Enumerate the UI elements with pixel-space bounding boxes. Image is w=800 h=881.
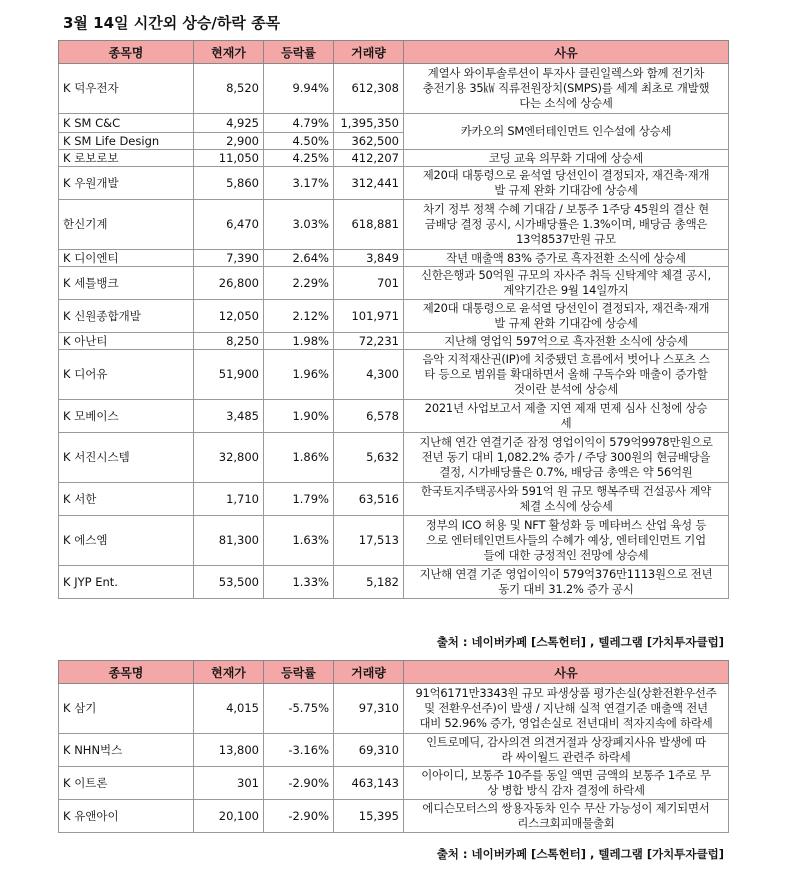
reason-text bbox=[404, 167, 729, 200]
header-name: 종목명 bbox=[59, 41, 194, 64]
reason-line: 이아이디, 보통주 10주를 동일 액면 금액의 보통주 1주로 무 bbox=[421, 768, 711, 782]
stock-name: K SM Life Design bbox=[59, 133, 194, 150]
header-reason: 사유 bbox=[404, 41, 729, 64]
page-title: 3월 14일 시간외 상승/하락 종목 bbox=[63, 14, 281, 32]
table-row bbox=[59, 200, 729, 250]
trade-volume: 5,632 bbox=[334, 433, 404, 483]
reason-line: 동기 대비 31.2% 증가 공시 bbox=[498, 582, 634, 596]
reason-line: 발 규제 완화 기대감에 상승세 bbox=[494, 183, 638, 197]
current-price: 11,050 bbox=[194, 150, 264, 167]
trade-volume: 412,207 bbox=[334, 150, 404, 167]
current-price: 81,300 bbox=[194, 516, 264, 566]
stock-name: K 유앤아이 bbox=[59, 800, 194, 833]
change-rate: 9.94% bbox=[264, 64, 334, 114]
reason-line: 타 등으로 범위를 확대하면서 올해 구독수와 매출이 증가할 bbox=[424, 367, 708, 381]
current-price: 12,050 bbox=[194, 300, 264, 333]
reason-line: 계약기간은 9월 14일까지 bbox=[503, 283, 629, 297]
reason-line: 2021년 사업보고서 제출 지연 제재 면제 심사 신청에 상승 bbox=[424, 401, 708, 415]
trade-volume: 701 bbox=[334, 267, 404, 300]
trade-volume: 6,578 bbox=[334, 400, 404, 433]
table-row bbox=[59, 400, 729, 433]
reason-line: 으로 엔터테인먼트사들의 수혜가 예상, 엔터테인먼트 기업 bbox=[426, 533, 706, 547]
reason-line: 및 전환우선주)이 발생 / 지난해 실적 연결기준 매출액 전년 bbox=[424, 701, 708, 715]
table-row bbox=[59, 350, 729, 400]
reason-line: 결정, 시가배당률은 0.7%, 배당금 총액은 약 56억원 bbox=[439, 465, 693, 479]
reason-line: 대비 52.96% 증가, 영업손실로 전년대비 적자지속에 하락세 bbox=[419, 716, 713, 730]
table-row bbox=[59, 767, 729, 800]
reason-line: 코딩 교육 의무화 기대에 상승세 bbox=[488, 150, 644, 165]
stock-name: K JYP Ent. bbox=[59, 566, 194, 599]
stock-name: K 서진시스템 bbox=[59, 433, 194, 483]
stock-name: K 아난티 bbox=[59, 333, 194, 350]
reason-line: 계열사 와이투솔루션이 투자사 클린일렉스와 함께 전기차 bbox=[427, 66, 705, 80]
reason-line: 제20대 대통령으로 윤석열 당선인이 결정되자, 재건축·재개 bbox=[422, 168, 710, 182]
change-rate: 1.33% bbox=[264, 566, 334, 599]
current-price: 20,100 bbox=[194, 800, 264, 833]
reason-text bbox=[404, 200, 729, 250]
header-price: 현재가 bbox=[194, 41, 264, 64]
reason-line: 금배당 결정 공시, 시가배당률은 1.3%이며, 배당금 총액은 bbox=[424, 217, 708, 231]
table-row bbox=[59, 114, 729, 133]
reason-line: 작년 매출액 83% 증가로 흑자전환 소식에 상승세 bbox=[446, 250, 686, 265]
reason-text bbox=[404, 267, 729, 300]
trade-volume: 612,308 bbox=[334, 64, 404, 114]
table-row bbox=[59, 64, 729, 114]
reason-line: 음악 지적재산권(IP)에 치중됐던 흐름에서 벗어나 스포츠 스 bbox=[422, 352, 710, 366]
reason-line: 들에 대한 긍정적인 전망에 상승세 bbox=[483, 548, 649, 562]
reason-line: 세 bbox=[560, 416, 572, 430]
trade-volume: 312,441 bbox=[334, 167, 404, 200]
fall-table bbox=[58, 660, 729, 833]
trade-volume: 463,143 bbox=[334, 767, 404, 800]
current-price: 7,390 bbox=[194, 250, 264, 267]
table-row bbox=[59, 267, 729, 300]
trade-volume: 4,300 bbox=[334, 350, 404, 400]
current-price: 32,800 bbox=[194, 433, 264, 483]
change-rate: 2.29% bbox=[264, 267, 334, 300]
change-rate: 3.03% bbox=[264, 200, 334, 250]
reason-line: 한국토지주택공사와 591억 원 규모 행복주택 건설공사 계약 bbox=[420, 484, 712, 498]
reason-text bbox=[404, 767, 729, 800]
reason-text bbox=[404, 566, 729, 599]
header-change: 등락률 bbox=[264, 661, 334, 684]
table-row bbox=[59, 150, 729, 167]
reason-text bbox=[404, 333, 729, 350]
current-price: 13,800 bbox=[194, 734, 264, 767]
table-row bbox=[59, 250, 729, 267]
change-rate: 2.12% bbox=[264, 300, 334, 333]
stock-name: K 로보로보 bbox=[59, 150, 194, 167]
reason-line: 제20대 대통령으로 윤석열 당선인이 결정되자, 재건축·재개 bbox=[422, 301, 710, 315]
table-row bbox=[59, 684, 729, 734]
header-volume: 거래량 bbox=[334, 41, 404, 64]
stock-name: K 모베이스 bbox=[59, 400, 194, 433]
trade-volume: 17,513 bbox=[334, 516, 404, 566]
current-price: 4,015 bbox=[194, 684, 264, 734]
reason-line: 지난해 연간 연결기준 잠정 영업이익이 579억9978만원으로 bbox=[419, 435, 713, 449]
change-rate: 4.79% bbox=[264, 114, 334, 133]
current-price: 3,485 bbox=[194, 400, 264, 433]
stock-name: K 삼기 bbox=[59, 684, 194, 734]
header-name: 종목명 bbox=[59, 661, 194, 684]
current-price: 2,900 bbox=[194, 133, 264, 150]
reason-line: 것이란 분석에 상승세 bbox=[513, 382, 619, 396]
reason-text bbox=[404, 684, 729, 734]
reason-text bbox=[404, 300, 729, 333]
trade-volume: 618,881 bbox=[334, 200, 404, 250]
table-row bbox=[59, 300, 729, 333]
table-row bbox=[59, 800, 729, 833]
rise-table bbox=[58, 40, 729, 599]
header-change: 등락률 bbox=[264, 41, 334, 64]
change-rate: 1.86% bbox=[264, 433, 334, 483]
change-rate: -2.90% bbox=[264, 767, 334, 800]
current-price: 53,500 bbox=[194, 566, 264, 599]
trade-volume: 72,231 bbox=[334, 333, 404, 350]
current-price: 6,470 bbox=[194, 200, 264, 250]
current-price: 301 bbox=[194, 767, 264, 800]
change-rate: 1.96% bbox=[264, 350, 334, 400]
reason-line: 지난해 영업익 597억으로 흑자전환 소식에 상승세 bbox=[444, 333, 688, 348]
fall-table-header bbox=[59, 661, 729, 684]
reason-line: 다는 소식에 상승세 bbox=[519, 96, 613, 110]
header-price: 현재가 bbox=[194, 661, 264, 684]
stock-name: K 우원개발 bbox=[59, 167, 194, 200]
reason-line: 에디슨모터스의 쌍용자동차 인수 무산 가능성이 제기되면서 bbox=[422, 801, 710, 815]
table-row bbox=[59, 333, 729, 350]
reason-line: 차기 정부 정책 수혜 기대감 / 보통주 1주당 45원의 결산 현 bbox=[423, 202, 709, 216]
current-price: 26,800 bbox=[194, 267, 264, 300]
trade-volume: 97,310 bbox=[334, 684, 404, 734]
rise-table-header bbox=[59, 41, 729, 64]
reason-line: 지난해 연결 기준 영업이익이 579억376만1113원으로 전년 bbox=[419, 567, 713, 581]
current-price: 4,925 bbox=[194, 114, 264, 133]
current-price: 8,250 bbox=[194, 333, 264, 350]
trade-volume: 101,971 bbox=[334, 300, 404, 333]
stock-name: K 디어유 bbox=[59, 350, 194, 400]
change-rate: 4.25% bbox=[264, 150, 334, 167]
change-rate: 1.98% bbox=[264, 333, 334, 350]
reason-text bbox=[404, 114, 729, 150]
reason-line: 정부의 ICO 허용 및 NFT 활성화 등 메타버스 산업 육성 등 bbox=[425, 518, 707, 532]
reason-text bbox=[404, 150, 729, 167]
table-row bbox=[59, 433, 729, 483]
current-price: 8,520 bbox=[194, 64, 264, 114]
header-reason: 사유 bbox=[404, 661, 729, 684]
change-rate: 1.63% bbox=[264, 516, 334, 566]
reason-text bbox=[404, 400, 729, 433]
reason-text bbox=[404, 734, 729, 767]
rise-source-note: 출처 : 네이버카페 [스톡헌터] , 텔레그램 [가치투자클럽] bbox=[436, 635, 724, 649]
change-rate: 3.17% bbox=[264, 167, 334, 200]
reason-line: 카카오의 SM엔터테인먼트 인수설에 상승세 bbox=[460, 124, 672, 138]
reason-line: 13억8537만원 규모 bbox=[516, 232, 616, 246]
reason-line: 발 규제 완화 기대감에 상승세 bbox=[494, 316, 638, 330]
stock-name: K 세틀뱅크 bbox=[59, 267, 194, 300]
stock-name: K 이트론 bbox=[59, 767, 194, 800]
stock-name: K NHN벅스 bbox=[59, 734, 194, 767]
reason-line: 충전기용 35㎾ 직류전원장치(SMPS)를 세계 최초로 개발했 bbox=[422, 81, 710, 95]
reason-line: 91억6171만3343원 규모 파생상품 평가손실(상환전환우선주 bbox=[415, 686, 717, 700]
change-rate: 1.90% bbox=[264, 400, 334, 433]
header-volume: 거래량 bbox=[334, 661, 404, 684]
table-row bbox=[59, 167, 729, 200]
fall-source-note: 출처 : 네이버카페 [스톡헌터] , 텔레그램 [가치투자클럽] bbox=[436, 847, 724, 861]
stock-name: K SM C&C bbox=[59, 114, 194, 133]
reason-line: 체결 소식에 상승세 bbox=[519, 499, 613, 513]
reason-text bbox=[404, 433, 729, 483]
stock-name: K 디이엔티 bbox=[59, 250, 194, 267]
table-row bbox=[59, 734, 729, 767]
table-row bbox=[59, 483, 729, 516]
trade-volume: 362,500 bbox=[334, 133, 404, 150]
reason-text bbox=[404, 350, 729, 400]
reason-text bbox=[404, 800, 729, 833]
reason-line: 전년 동기 대비 1,082.2% 증가 / 주당 300원의 현금배당을 bbox=[421, 450, 711, 464]
reason-line: 상 병합 방식 감자 결정에 하락세 bbox=[487, 783, 645, 797]
stock-name: K 에스엠 bbox=[59, 516, 194, 566]
stock-name: K 신원종합개발 bbox=[59, 300, 194, 333]
reason-text bbox=[404, 516, 729, 566]
reason-text bbox=[404, 64, 729, 114]
reason-text bbox=[404, 250, 729, 267]
stock-name: 한신기계 bbox=[59, 200, 194, 250]
stock-name: K 서한 bbox=[59, 483, 194, 516]
table-row bbox=[59, 566, 729, 599]
change-rate: -2.90% bbox=[264, 800, 334, 833]
change-rate: 4.50% bbox=[264, 133, 334, 150]
current-price: 1,710 bbox=[194, 483, 264, 516]
trade-volume: 5,182 bbox=[334, 566, 404, 599]
trade-volume: 69,310 bbox=[334, 734, 404, 767]
trade-volume: 1,395,350 bbox=[334, 114, 404, 133]
reason-line: 리스크회피매물출회 bbox=[517, 816, 615, 830]
change-rate: 2.64% bbox=[264, 250, 334, 267]
change-rate: 1.79% bbox=[264, 483, 334, 516]
reason-line: 인트로메딕, 감사의견 의견거절과 상장폐지사유 발생에 따 bbox=[426, 735, 706, 749]
change-rate: -3.16% bbox=[264, 734, 334, 767]
current-price: 5,860 bbox=[194, 167, 264, 200]
trade-volume: 15,395 bbox=[334, 800, 404, 833]
table-row bbox=[59, 516, 729, 566]
reason-text bbox=[404, 483, 729, 516]
stock-name: K 덕우전자 bbox=[59, 64, 194, 114]
trade-volume: 3,849 bbox=[334, 250, 404, 267]
current-price: 51,900 bbox=[194, 350, 264, 400]
reason-line: 라 싸이월드 관련주 하락세 bbox=[501, 750, 631, 764]
reason-line: 신한은행과 50억원 규모의 자사주 취득 신탁계약 체결 공시, bbox=[421, 268, 711, 282]
change-rate: -5.75% bbox=[264, 684, 334, 734]
trade-volume: 63,516 bbox=[334, 483, 404, 516]
